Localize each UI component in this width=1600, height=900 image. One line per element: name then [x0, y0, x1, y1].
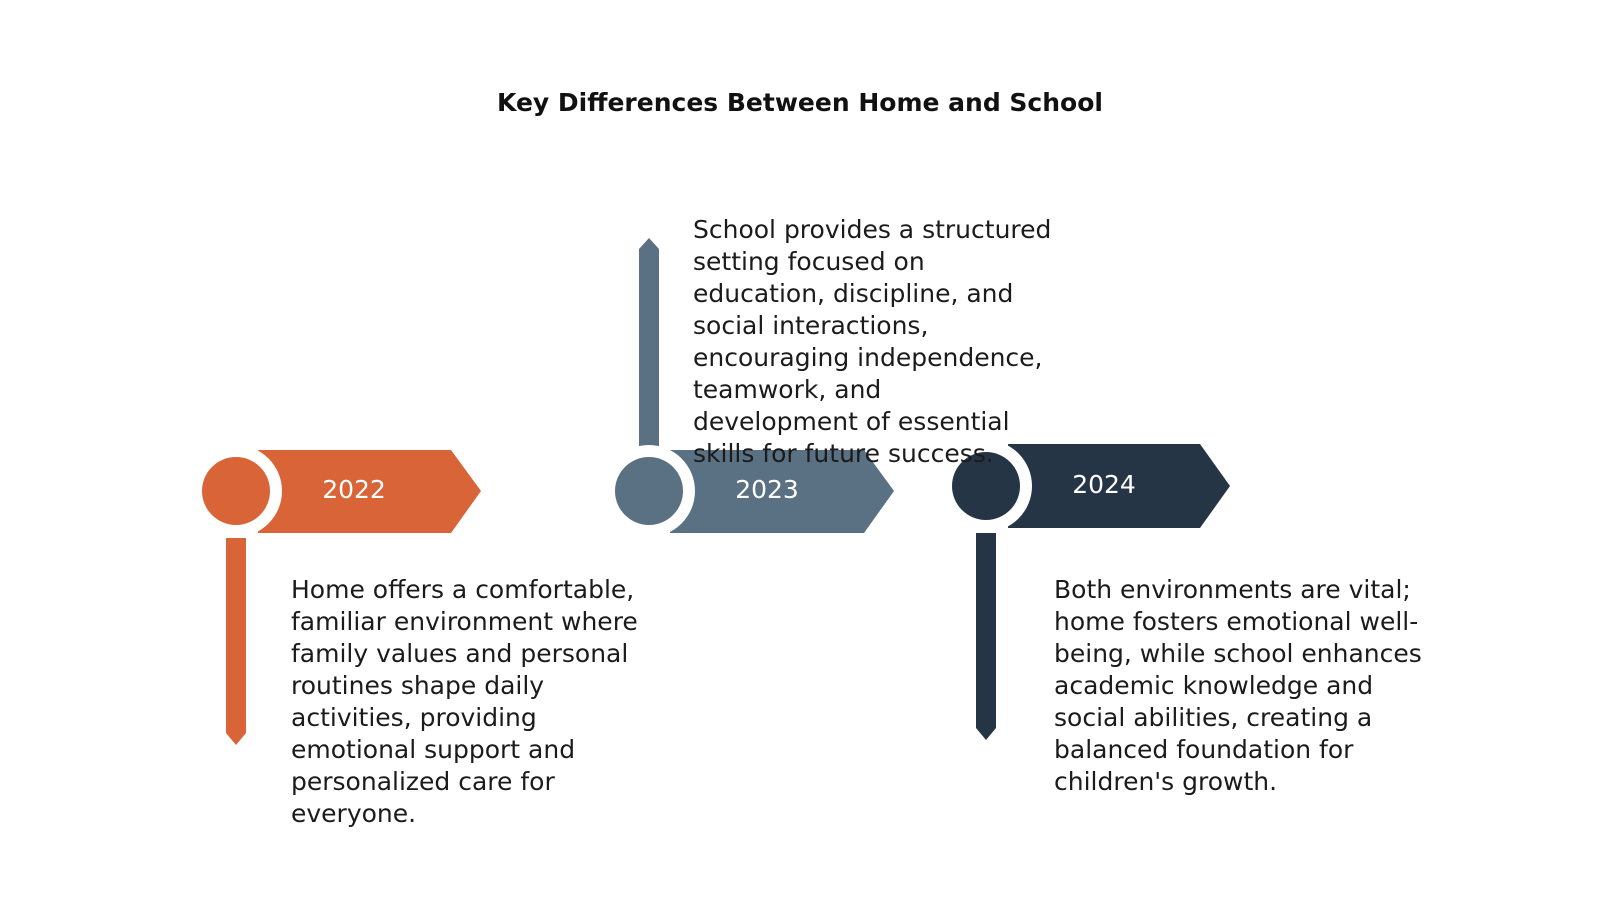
- milestone-2022-stem: [226, 538, 246, 745]
- milestone-2023-stem: [639, 238, 659, 452]
- milestone-2024-stem: [976, 533, 996, 740]
- milestone-2023-year: 2023: [735, 475, 799, 504]
- milestone-2023-circle: [615, 457, 683, 525]
- page-title: Key Differences Between Home and School: [497, 88, 1103, 117]
- milestone-2022-year: 2022: [322, 475, 386, 504]
- milestone-2022-description: Home offers a comfortable, familiar environment where family values and personal routines shape daily activities, providing emotional support and personalized care for everyone.: [291, 575, 638, 828]
- milestone-2024-description: Both environments are vital; home fosters emotional well-being, while school enhances academic knowledge and social abilities, creating a balanced foundation for children's growth.: [1054, 575, 1422, 796]
- milestone-2022-circle: [202, 457, 270, 525]
- milestone-2024-year: 2024: [1072, 470, 1136, 499]
- milestone-2023-description: School provides a structured setting focused on education, discipline, and social interactions, encouraging independence, teamwork, and development of essential skills for future success.: [693, 215, 1052, 468]
